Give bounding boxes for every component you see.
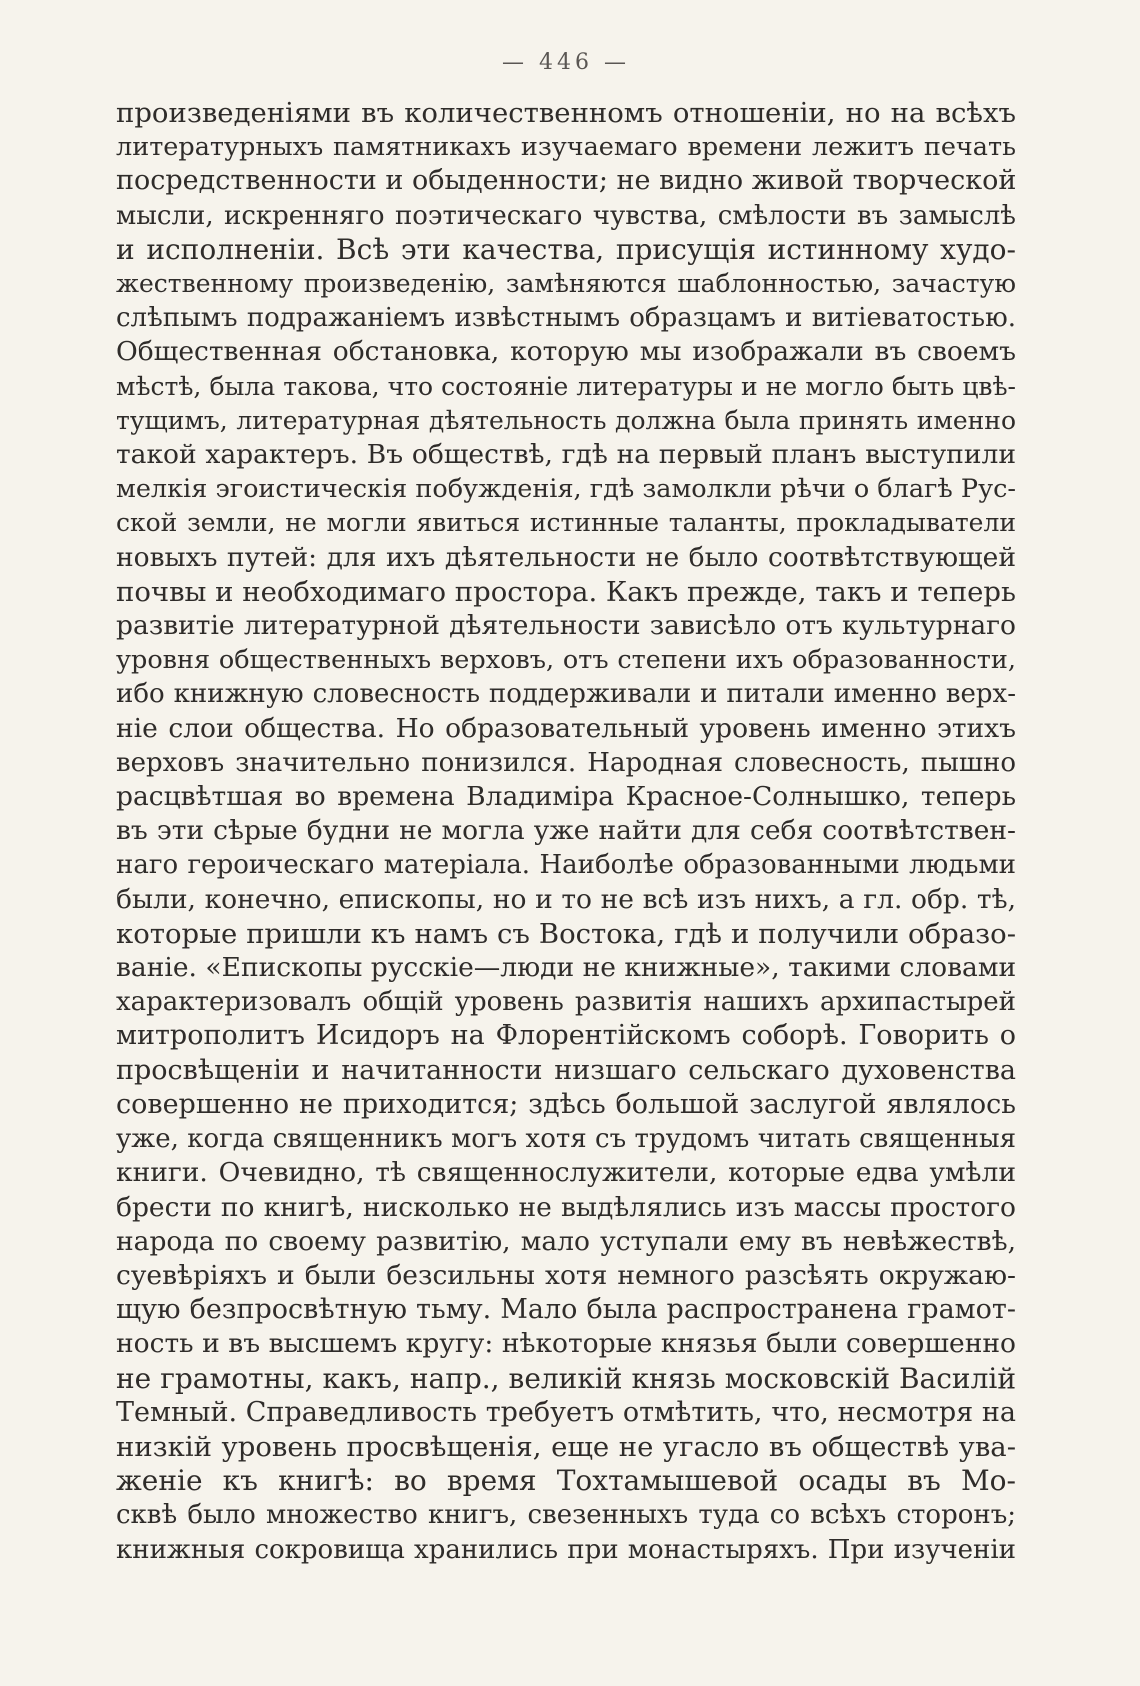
text-line: жественному произведенію, замѣняются шаблонностью, зачастую xyxy=(116,269,1016,299)
text-line: ской земли, не могли явиться истинные таланты, прокладыватели xyxy=(116,508,1016,538)
text-line: женіе къ книгѣ: во время Тохтамышевой осады въ Мо- xyxy=(116,1464,1016,1498)
text-line: ность и въ высшемъ кругу: нѣкоторые князья были совершенно xyxy=(116,1328,1016,1360)
text-line: слѣпымъ подражаніемъ извѣстнымъ образцамъ и витіеватостью. xyxy=(116,303,1016,334)
text-line: брести по книгѣ, нисколько не выдѣлялись изъ массы простого xyxy=(116,1191,1016,1223)
text-line: наго героическаго матеріала. Наиболѣе образованными людьми xyxy=(116,850,1016,881)
text-line: были, конечно, епископы, но и то не всѣ изъ нихъ, а гл. обр. тѣ, xyxy=(116,883,1016,915)
text-line: въ эти сѣрые будни не могла уже найти для себя соотвѣтствен- xyxy=(116,815,1016,847)
text-line: почвы и необходимаго простора. Какъ прежде, такъ и теперь xyxy=(116,575,1016,608)
text-line: посредственности и обыденности; не видно живой творческой xyxy=(116,165,1016,197)
text-line: низкій уровень просвѣщенія, еще не угасло въ обществѣ ува- xyxy=(116,1430,1016,1463)
text-line: характеризовалъ общій уровень развитія нашихъ архипастырей xyxy=(116,987,1016,1018)
text-line: тущимъ, литературная дѣятельность должна была принять именно xyxy=(116,405,1016,435)
text-line: уровня общественныхъ верховъ, отъ степени ихъ образованности, xyxy=(116,645,1016,676)
text-line: книжныя сокровища хранились при монастыряхъ. При изученіи xyxy=(116,1534,1016,1565)
text-line: просвѣщеніи и начитанности низшаго сельскаго духовенства xyxy=(116,1054,1016,1086)
page-number: — 446 — xyxy=(502,50,630,75)
text-line: расцвѣтшая во времена Владиміра Красное-Солнышко, теперь xyxy=(116,781,1016,813)
text-line: мѣстѣ, была такова, что состояніе литературы и не могло быть цвѣ- xyxy=(116,371,1016,401)
text-line: суевѣріяхъ и были безсильны хотя немного разсѣять окружаю- xyxy=(116,1259,1016,1291)
text-line: которые пришли къ намъ съ Востока, гдѣ и получили образо- xyxy=(116,917,1016,950)
text-line: не грамотны, какъ, напр., великій князь московскій Василій xyxy=(116,1361,1016,1395)
text-line: мелкія эгоистическія побужденія, гдѣ замолкли рѣчи о благѣ Рус- xyxy=(116,474,1016,505)
text-line: развитіе литературной дѣятельности зависѣло отъ культурнаго xyxy=(116,610,1016,642)
text-line: и исполненіи. Всѣ эти качества, присущія истинному худо- xyxy=(116,232,1016,266)
text-line: народа по своему развитію, мало уступали ему въ невѣжествѣ, xyxy=(116,1225,1016,1257)
text-line: литературныхъ памятникахъ изучаемаго времени лежитъ печать xyxy=(116,132,1016,163)
body-text xyxy=(116,96,1016,1567)
text-line: сквѣ было множество книгъ, свезенныхъ туда со всѣхъ сторонъ; xyxy=(116,1500,1016,1531)
text-line: ніе слои общества. Но образовательный уровень именно этихъ xyxy=(116,712,1016,744)
text-line: Темный. Справедливость требуетъ отмѣтить, что, несмотря на xyxy=(116,1396,1016,1428)
text-line: произведеніями въ количественномъ отношеніи, но на всѣхъ xyxy=(116,97,1016,129)
text-line: такой характеръ. Въ обществѣ, гдѣ на первый планъ выступили xyxy=(116,439,1016,471)
text-line: уже, когда священникъ могъ хотя съ трудомъ читать священныя xyxy=(116,1124,1016,1155)
text-line: мысли, искренняго поэтическаго чувства, смѣлости въ замыслѣ xyxy=(116,200,1016,231)
text-line: ибо книжную словесность поддерживали и питали именно верх- xyxy=(116,679,1016,710)
text-line: совершенно не приходится; здѣсь большой заслугой являлось xyxy=(116,1088,1016,1120)
text-line: книги. Очевидно, тѣ священнослужители, которые едва умѣли xyxy=(116,1157,1016,1189)
text-line: Общественная обстановка, которую мы изображали въ своемъ xyxy=(116,336,1016,368)
text-line: новыхъ путей: для ихъ дѣятельности не было соотвѣтствующей xyxy=(116,541,1016,573)
text-line: митрополитъ Исидоръ на Флорентійскомъ соборѣ. Говорить о xyxy=(116,1020,1016,1052)
text-line: щую безпросвѣтную тьму. Мало была распространена грамот- xyxy=(116,1294,1016,1326)
text-line: ваніе. «Епископы русскіе—люди не книжные», такими словами xyxy=(116,952,1016,984)
text-line: верховъ значительно понизился. Народная словесность, пышно xyxy=(116,747,1016,778)
